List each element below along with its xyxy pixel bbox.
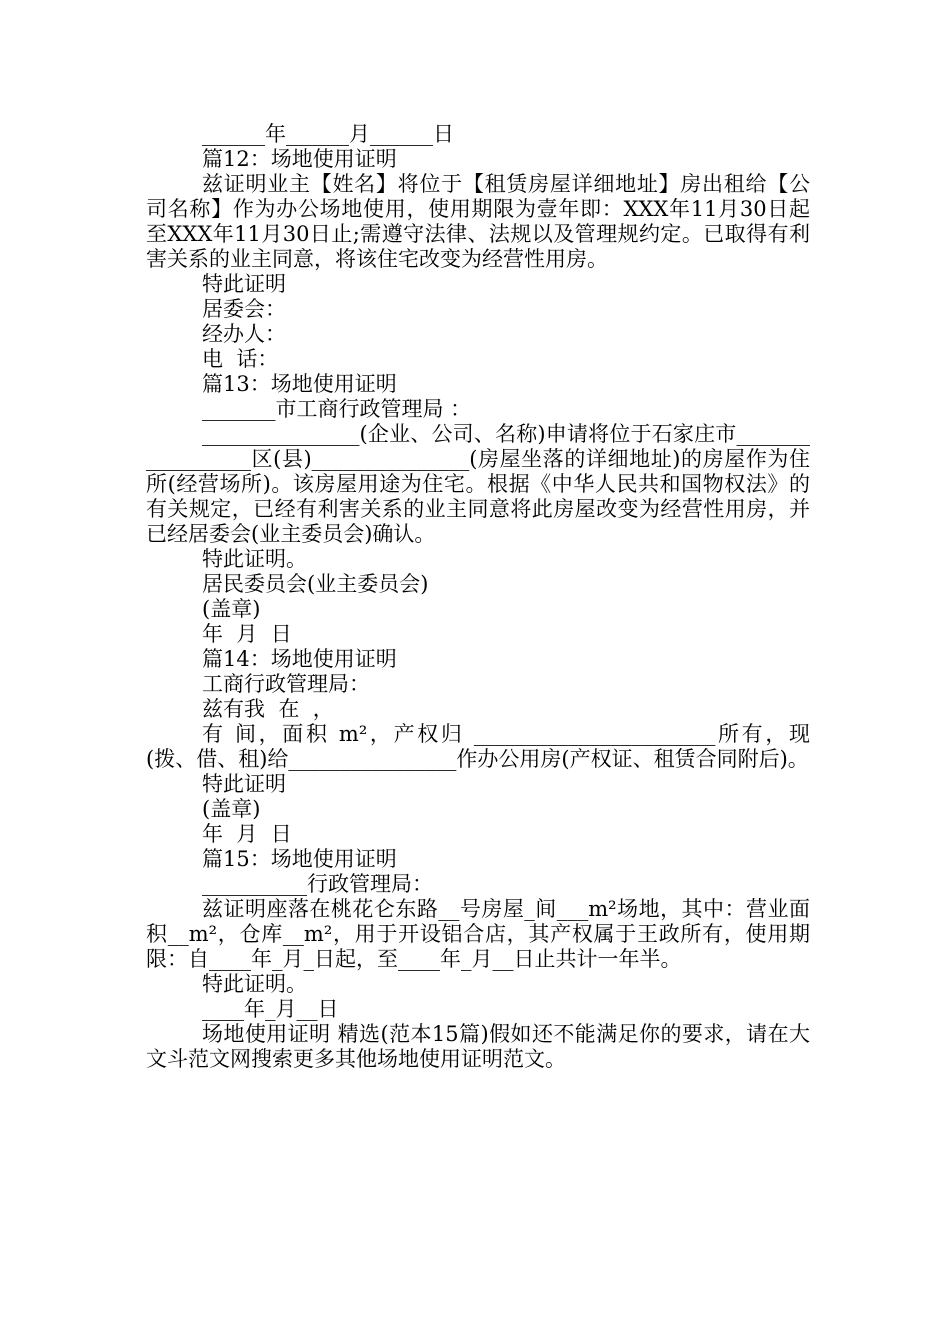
document-page xyxy=(146,122,810,1072)
section-15-certify: 特此证明。 xyxy=(202,972,307,996)
section-12-title: 篇12：场地使用证明 xyxy=(202,147,397,171)
section-12-certify: 特此证明 xyxy=(202,272,286,296)
section-13-title: 篇13：场地使用证明 xyxy=(202,372,397,396)
section-15-date: ____年_月__日 xyxy=(202,997,339,1021)
section-14-title: 篇14：场地使用证明 xyxy=(202,647,397,671)
section-13-date: 年 月 日 xyxy=(202,622,292,646)
section-12-handler: 经办人： xyxy=(202,322,286,346)
closing-note: 场地使用证明 精选(范本15篇)假如还不能满足你的要求，请在大文斗范文网搜索更多其他场地使用证明范文。 xyxy=(146,1022,810,1071)
section-13-certify: 特此证明。 xyxy=(202,547,307,571)
section-12-body: 兹证明业主【姓名】将位于【租赁房屋详细地址】房出租给【公司名称】作为办公场地使用，使用期限为壹年即：XXX年11月30日起至XXX年11月30日止;需遵守法律、法规以及管理规约定。已取得有利害关系的业主同意，将该住宅改变为经营性用房。 xyxy=(146,172,810,271)
section-14-body: 有 间，面积 m²，产权归 _______________________所有，现(拨、借、租)给________________作办公用房(产权证、租赁合同附后)。 xyxy=(146,722,810,771)
section-14-date: 年 月 日 xyxy=(202,822,292,846)
section-12-phone: 电 话： xyxy=(202,347,279,371)
section-14-seal: (盖章) xyxy=(202,797,261,821)
section-13-addressee: _______市工商行政管理局 ： xyxy=(202,397,472,421)
section-14-addressee: 工商行政管理局： xyxy=(202,672,370,696)
section-15-addressee: __________行政管理局： xyxy=(202,872,433,896)
section-14-intro: 兹有我 在 ， xyxy=(202,697,334,721)
date-line: ______年______月______日 xyxy=(202,122,454,146)
section-13-committee: 居民委员会(业主委员会) xyxy=(202,572,429,596)
section-15-title: 篇15：场地使用证明 xyxy=(202,847,397,871)
section-15-body: 兹证明座落在桃花仑东路__号房屋_间___m²场地，其中：营业面积__m²，仓库__m²，用于开设铝合店，其产权属于王政所有，使用期限：自____年_月_日起，至____年_月__日止共计一年半。 xyxy=(146,897,810,971)
section-14-certify: 特此证明 xyxy=(202,772,286,796)
section-13-seal: (盖章) xyxy=(202,597,261,621)
section-13-body: _______________(企业、公司、名称)申请将位于石家庄市_________________区(县)_______________(房屋坐落的详细地址)的房屋作为住所(经营场所)。该房屋用途为住宅。根据《中华人民共和国物权法》的有关规定，已经有利害关系的业主同意将此房屋改变为经营性用房，并已经居委会(业主委员会)确认。 xyxy=(146,422,810,546)
section-12-committee: 居委会： xyxy=(202,297,286,321)
